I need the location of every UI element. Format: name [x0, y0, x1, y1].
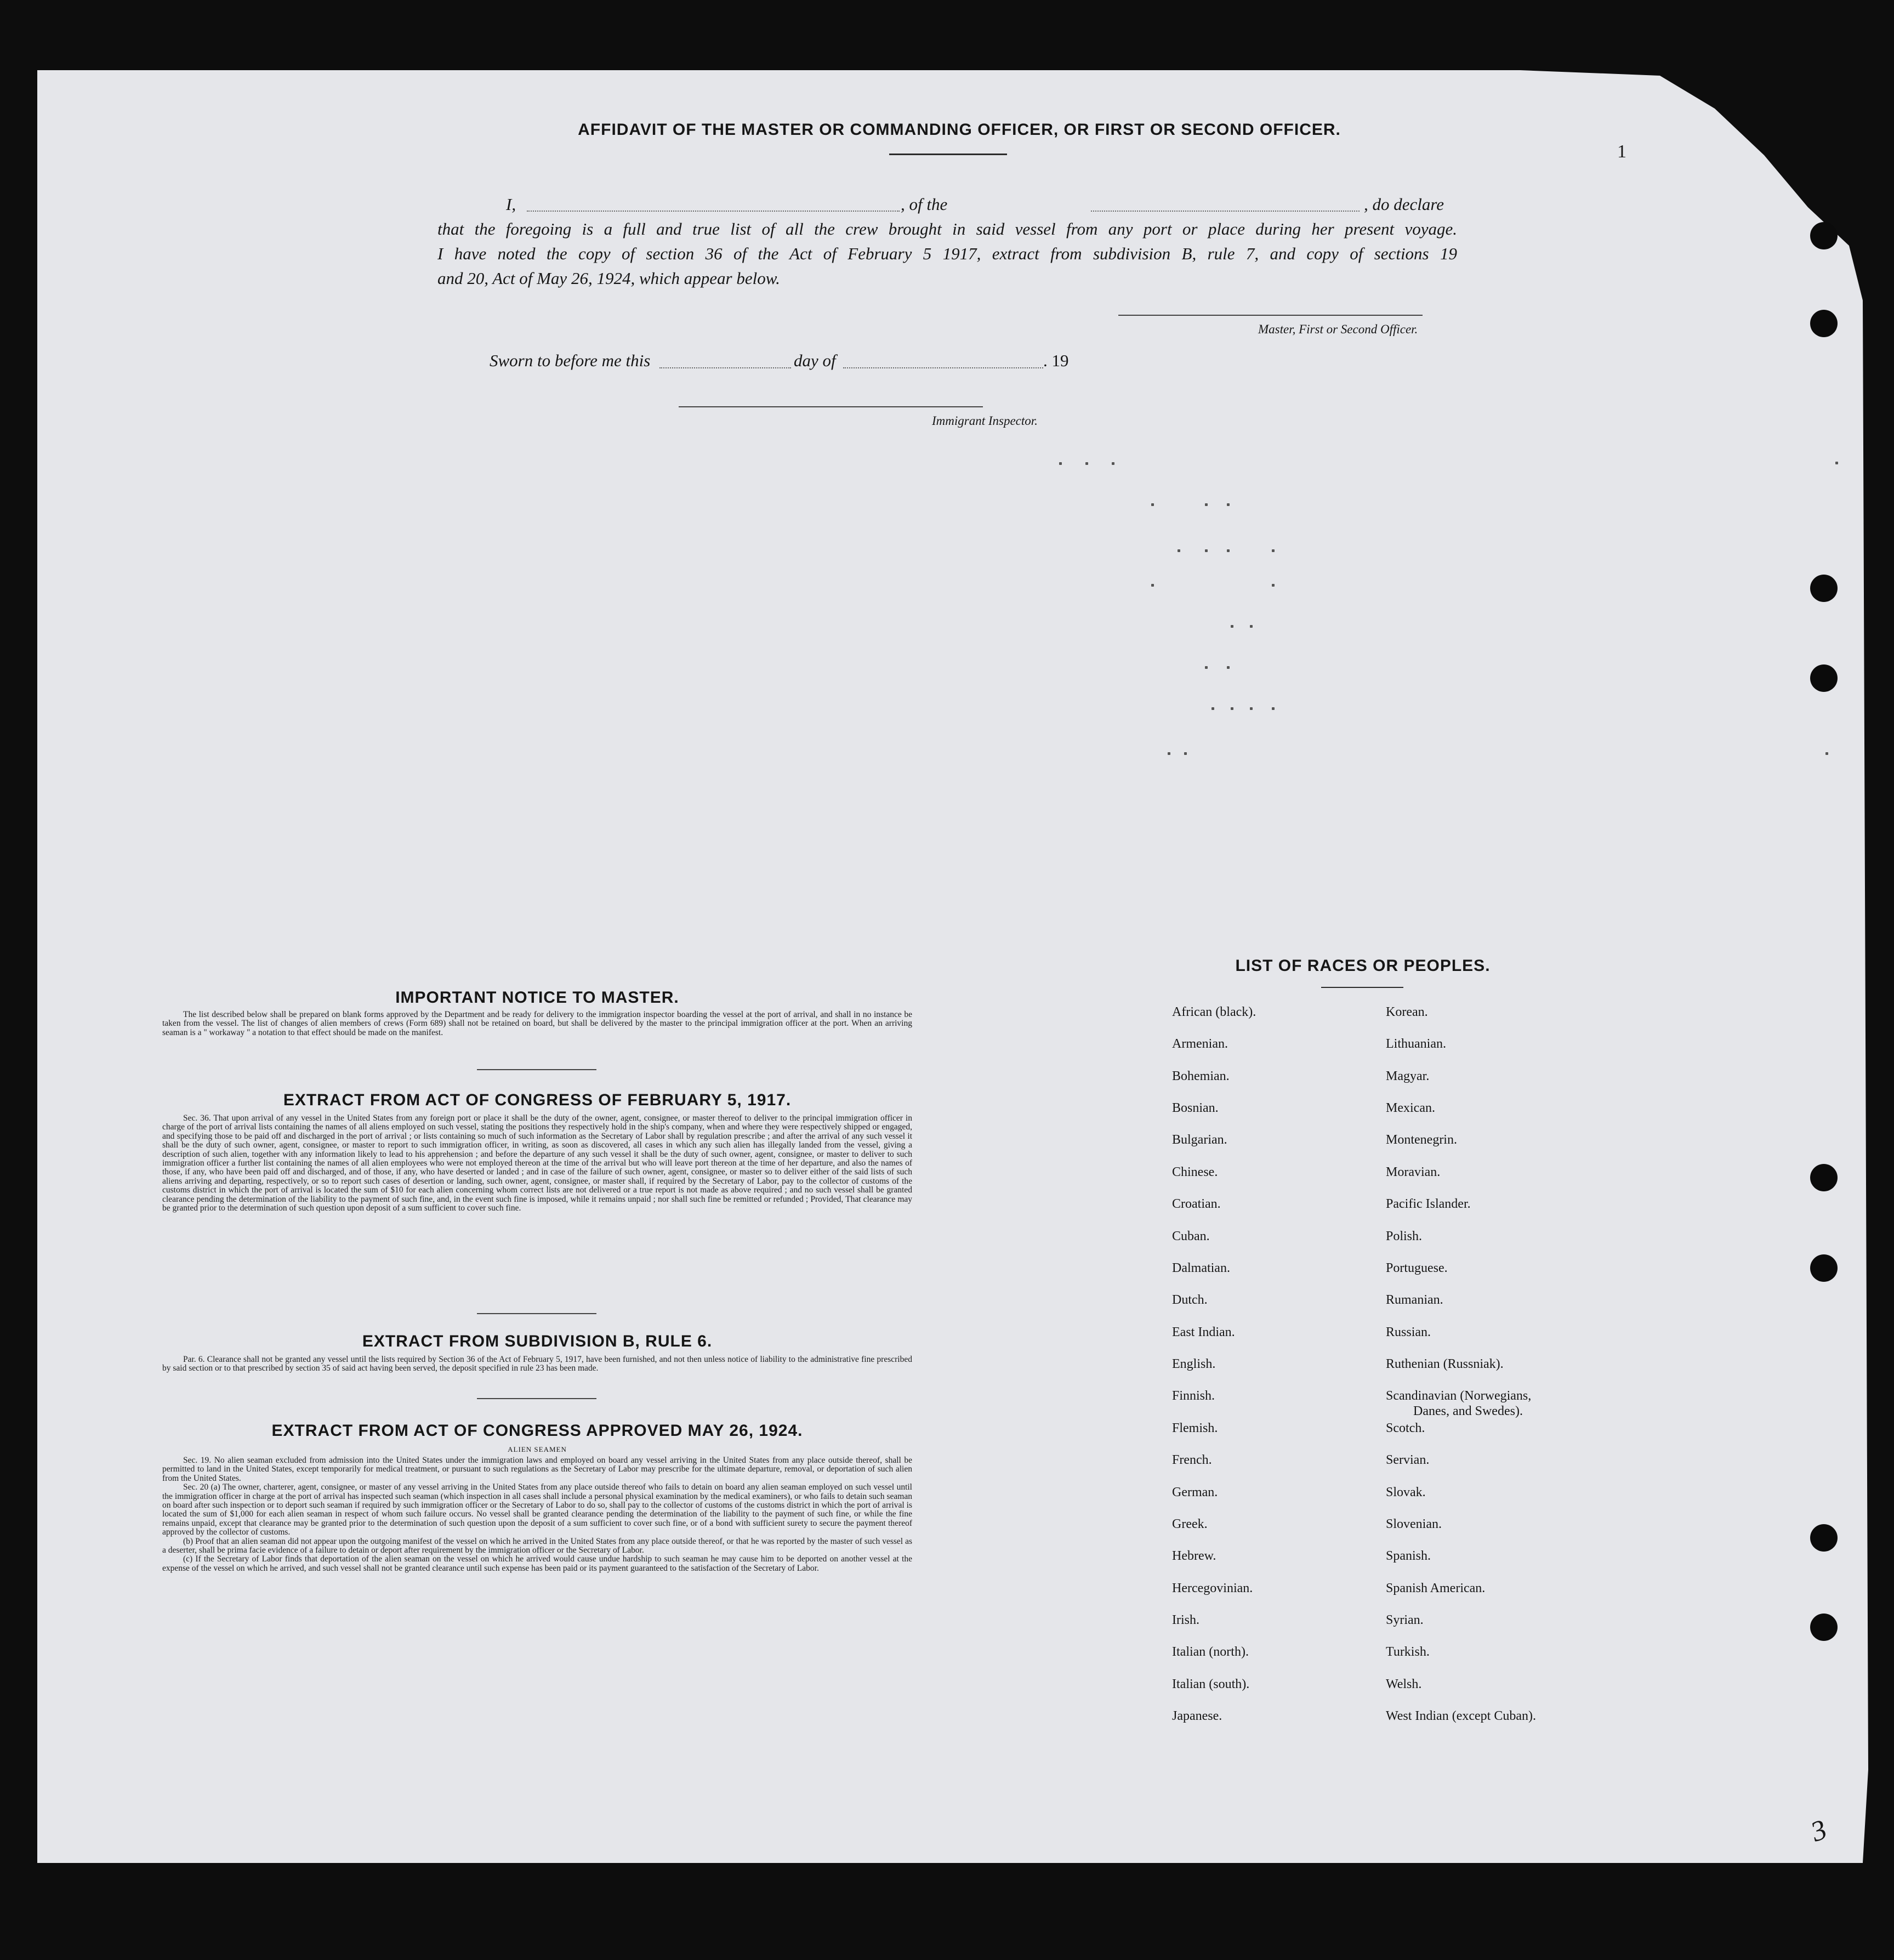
- race-item: Spanish American.: [1386, 1581, 1486, 1595]
- declaration-line-2: that the foregoing is a full and true list of all the crew brought in said vessel from any port or place during her present voyage.: [437, 219, 1457, 238]
- bleed-mark: [1205, 549, 1208, 552]
- race-item-continuation: Danes, and Swedes).: [1413, 1404, 1523, 1418]
- bleed-mark: [1825, 752, 1828, 755]
- bleed-mark: [1227, 666, 1230, 669]
- races-title: LIST OF RACES OR PEOPLES.: [1235, 957, 1491, 975]
- notice-body: [162, 1010, 912, 1037]
- race-item: Syrian.: [1386, 1613, 1424, 1627]
- section-36-paragraph: Sec. 36. That upon arrival of any vessel in the United States from any foreign port or place it shall be the duty of the owner, agent, consignee, or master thereof to deliver to the principal immigration officer in charge of the port of arrival lists containing the names of all aliens employed on such vessel, stating the positions they respectively hold in the ship's company, when and where they were respectively shipped or engaged, and specifying those to be paid off and discharged in the port of arrival ; or lists containing so much of such information as the Secretary of Labor shall by regulation prescribe ; and after the arrival of any such vessel it shall be the duty of such owner, agent, consignee, or master to report to such immigration officer, in writing, as soon as discovered, all cases in which any such alien has illegally landed from the vessel, giving a description of such alien, together with any information likely to lead to his apprehension ; and before the departure of any such vessel it shall be the duty of such owner, agent, consignee, or master to deliver to such immigration officer a further list containing the names of all alien employees who were not employed thereon at the time of the arrival but who will leave port thereon at the time of her departure, and also the names of those, if any, who have been paid off and discharged, and of those, if any, who have deserted or landed ; and in case of the failure of such owner, agent, consignee, or master so to deliver either of the said lists of such aliens arriving and departing, respectively, or so to report such cases of desertion or landing, such owner, agent, consignee, or master shall, if required by the Secretary of Labor, pay to the collector of customs of the customs district in which the port of arrival is located the sum of $10 for each alien concerning whom correct lists are not delivered or a true report is not made as above required ; and no such vessel shall be granted clearance pending the determination of the liability to the payment of such fine, and, in the event such fine is imposed, while it remains unpaid ; nor shall such fine be remitted or refunded ; Provided, That clearance may be granted prior to the determination of such question upon deposit of a sum sufficient to cover such fine.: [162, 1113, 912, 1213]
- bleed-mark: [1272, 549, 1275, 552]
- affidavit-title: AFFIDAVIT OF THE MASTER OR COMMANDING OFFICER, OR FIRST OR SECOND OFFICER.: [578, 121, 1341, 139]
- punch-hole: [1810, 664, 1838, 692]
- race-item: Montenegrin.: [1386, 1133, 1457, 1147]
- race-item: Scandinavian (Norwegians,: [1386, 1389, 1532, 1403]
- punch-hole: [1810, 1524, 1838, 1552]
- race-item: Croatian.: [1172, 1197, 1221, 1211]
- subdivision-b-body: [162, 1355, 912, 1373]
- bleed-mark: [1272, 707, 1275, 710]
- race-item: East Indian.: [1172, 1325, 1235, 1339]
- notice-paragraph: The list described below shall be prepared on blank forms approved by the Department and be ready for delivery to the immigration inspector boarding the vessel at the port of arrival, and shall in no instance be taken from the vessel. The list of changes of alien members of crews (Form 689) shall not be retained on board, but shall be delivered by the master to the principal immigration officer at the port. When an arriving seaman is a " workaway " a notation to that effect should be made on the manifest.: [162, 1010, 912, 1037]
- declaration-do-declare: , do declare: [1364, 195, 1444, 214]
- race-item: Irish.: [1172, 1613, 1199, 1627]
- bleed-mark: [1205, 666, 1208, 669]
- race-item: Chinese.: [1172, 1165, 1218, 1179]
- sworn-line: [490, 351, 1082, 376]
- declaration-line-1: [437, 192, 1457, 217]
- race-item: Portuguese.: [1386, 1261, 1448, 1275]
- race-item: Finnish.: [1172, 1389, 1215, 1403]
- document-page: [37, 70, 1868, 1863]
- race-item: Dutch.: [1172, 1293, 1208, 1307]
- race-item: Japanese.: [1172, 1709, 1222, 1723]
- race-item: Flemish.: [1172, 1421, 1218, 1435]
- race-item: Italian (south).: [1172, 1677, 1250, 1691]
- sworn-day-of: day of: [794, 351, 836, 370]
- bleed-mark: [1212, 707, 1214, 710]
- race-item: German.: [1172, 1485, 1218, 1499]
- bleed-mark: [1835, 462, 1838, 464]
- race-item: Rumanian.: [1386, 1293, 1443, 1307]
- bleed-mark: [1227, 549, 1230, 552]
- section-20c-paragraph: (c) If the Secretary of Labor finds that deportation of the alien seaman on the vessel on which he arrived would cause undue hardship to such seaman he may cause him to be deported on another vessel at the expense of the vessel on which he arrived, and such vessel shall not be granted clearance until such expense has been paid or its payment guaranteed to the satisfaction of the Secretary of Labor.: [162, 1554, 912, 1573]
- corner-mark: 3: [1807, 1814, 1831, 1848]
- race-item: French.: [1172, 1453, 1212, 1467]
- declaration-i: I,: [506, 195, 516, 214]
- race-item: Slovak.: [1386, 1485, 1426, 1499]
- subdivision-b-title: EXTRACT FROM SUBDIVISION B, RULE 6.: [362, 1332, 713, 1350]
- races-title-underline: [1321, 987, 1403, 988]
- race-item: Moravian.: [1386, 1165, 1441, 1179]
- section-divider: [477, 1313, 596, 1314]
- bleed-mark: [1151, 584, 1154, 587]
- title-underline: [889, 154, 1007, 155]
- notice-title: IMPORTANT NOTICE TO MASTER.: [395, 988, 679, 1007]
- bleed-mark: [1184, 752, 1187, 755]
- alien-seamen-subtitle: ALIEN SEAMEN: [508, 1445, 567, 1453]
- rule-6-paragraph: Par. 6. Clearance shall not be granted any vessel until the lists required by Section 36 of the Act of February 5, 1917, have been furnished, and not then unless notice of liability to the administrative fine prescribed by said section or to that prescribed by section 35 of said act having been served, the deposit specified in rule 23 has been made.: [162, 1355, 912, 1373]
- punch-hole: [1810, 310, 1838, 337]
- race-item: Hebrew.: [1172, 1549, 1216, 1563]
- race-item: Italian (north).: [1172, 1645, 1249, 1659]
- bleed-mark: [1205, 503, 1208, 506]
- extract-1924-body: [162, 1456, 912, 1573]
- race-item: Servian.: [1386, 1453, 1430, 1467]
- bleed-mark: [1250, 707, 1253, 710]
- bleed-mark: [1227, 503, 1230, 506]
- race-item: Magyar.: [1386, 1069, 1430, 1083]
- vessel-blank[interactable]: [1091, 211, 1360, 212]
- race-item: Spanish.: [1386, 1549, 1431, 1563]
- punch-hole: [1810, 1254, 1838, 1282]
- name-blank[interactable]: [527, 211, 900, 212]
- signature-caption: Master, First or Second Officer.: [1258, 322, 1418, 336]
- section-20a-paragraph: Sec. 20 (a) The owner, charterer, agent, consignee, or master of any vessel arriving in the United States from any place outside thereof who fails to detain on board any alien seaman employed on such vessel until the immigration officer in charge at the port of arrival has inspected such seaman (which inspection in all cases shall include a personal physical examination by the medical examiners), or who fails to detain such seaman on board after such inspection or to deport such seaman if required by such immigration officer or the Secretary of Labor to do so, shall pay to the collector of customs of the customs district in which the port of arrival is located the sum of $1,000 for each alien seaman in respect of whom such failure occurs. No vessel shall be granted clearance pending the determination of the liability to the payment of such fine, or while the fine remains unpaid, except that clearance may be granted prior to the determination of such question upon the deposit of a sum sufficient to cover such fine, or of a bond with sufficient surety to secure the payment thereof approved by the collector of customs.: [162, 1482, 912, 1537]
- race-item: Lithuanian.: [1386, 1037, 1446, 1051]
- punch-hole: [1810, 1164, 1838, 1191]
- extract-1924-title: EXTRACT FROM ACT OF CONGRESS APPROVED MAY 26, 1924.: [271, 1422, 803, 1440]
- race-item: Korean.: [1386, 1005, 1428, 1019]
- bleed-mark: [1250, 625, 1253, 628]
- race-item: Hercegovinian.: [1172, 1581, 1253, 1595]
- sworn-prefix: Sworn to before me this: [490, 351, 651, 370]
- race-item: Dalmatian.: [1172, 1261, 1230, 1275]
- race-item: Turkish.: [1386, 1645, 1430, 1659]
- section-divider: [477, 1069, 596, 1070]
- day-blank[interactable]: [659, 367, 791, 368]
- declaration-of-the: , of the: [901, 195, 948, 214]
- race-item: Welsh.: [1386, 1677, 1422, 1691]
- section-19-paragraph: Sec. 19. No alien seaman excluded from admission into the United States under the immigration laws and employed on board any vessel arriving in the United States from any place outside thereof, shall be permitted to land in the United States, except temporarily for medical treatment, or pursuant to such regulations as the Secretary of Labor may prescribe for the ultimate departure, removal, or deportation of such alien from the United States.: [162, 1456, 912, 1483]
- section-20b-paragraph: (b) Proof that an alien seaman did not appear upon the outgoing manifest of the vessel on which he arrived in the United States from any place outside thereof, or that he was reported by the master of such vessel as a deserter, shall be prima facie evidence of a failure to detain or deport after requirement by the immigration officer or the Secretary of Labor.: [162, 1536, 912, 1555]
- bleed-mark: [1085, 462, 1088, 465]
- sworn-year: . 19: [1043, 351, 1069, 370]
- race-item: Greek.: [1172, 1517, 1208, 1531]
- punch-hole: [1810, 1614, 1838, 1641]
- race-item: Slovenian.: [1386, 1517, 1442, 1531]
- race-item: Cuban.: [1172, 1229, 1210, 1243]
- race-item: Polish.: [1386, 1229, 1423, 1243]
- race-item: Mexican.: [1386, 1101, 1435, 1115]
- extract-1917-title: EXTRACT FROM ACT OF CONGRESS OF FEBRUARY 5, 1917.: [283, 1091, 792, 1109]
- page-number: 1: [1617, 141, 1626, 162]
- race-item: West Indian (except Cuban).: [1386, 1709, 1536, 1723]
- race-item: English.: [1172, 1357, 1216, 1371]
- race-item: Bulgarian.: [1172, 1133, 1227, 1147]
- race-item: Bosnian.: [1172, 1101, 1219, 1115]
- bleed-mark: [1231, 707, 1233, 710]
- punch-hole: [1810, 575, 1838, 602]
- race-item: Bohemian.: [1172, 1069, 1230, 1083]
- extract-1917-body: [162, 1114, 912, 1213]
- punch-hole: [1810, 222, 1838, 249]
- race-item: African (black).: [1172, 1005, 1256, 1019]
- bleed-mark: [1112, 462, 1114, 465]
- declaration-line-4: and 20, Act of May 26, 1924, which appear below.: [437, 269, 780, 288]
- signature-line[interactable]: [1118, 315, 1423, 316]
- race-item: Pacific Islander.: [1386, 1197, 1471, 1211]
- race-item: Russian.: [1386, 1325, 1431, 1339]
- bleed-mark: [1231, 625, 1233, 628]
- month-blank[interactable]: [843, 367, 1043, 368]
- declaration-line-3: I have noted the copy of section 36 of the Act of February 5 1917, extract from subdivision B, rule 7, and copy of sections 19: [437, 244, 1457, 263]
- bleed-mark: [1151, 503, 1154, 506]
- race-item: Ruthenian (Russniak).: [1386, 1357, 1504, 1371]
- bleed-mark: [1168, 752, 1170, 755]
- race-item: Armenian.: [1172, 1037, 1228, 1051]
- inspector-caption: Immigrant Inspector.: [932, 414, 1038, 428]
- inspector-signature-line[interactable]: [679, 406, 983, 407]
- bleed-mark: [1178, 549, 1180, 552]
- bleed-mark: [1272, 584, 1275, 587]
- bleed-mark: [1059, 462, 1062, 465]
- section-divider: [477, 1398, 596, 1399]
- race-item: Scotch.: [1386, 1421, 1425, 1435]
